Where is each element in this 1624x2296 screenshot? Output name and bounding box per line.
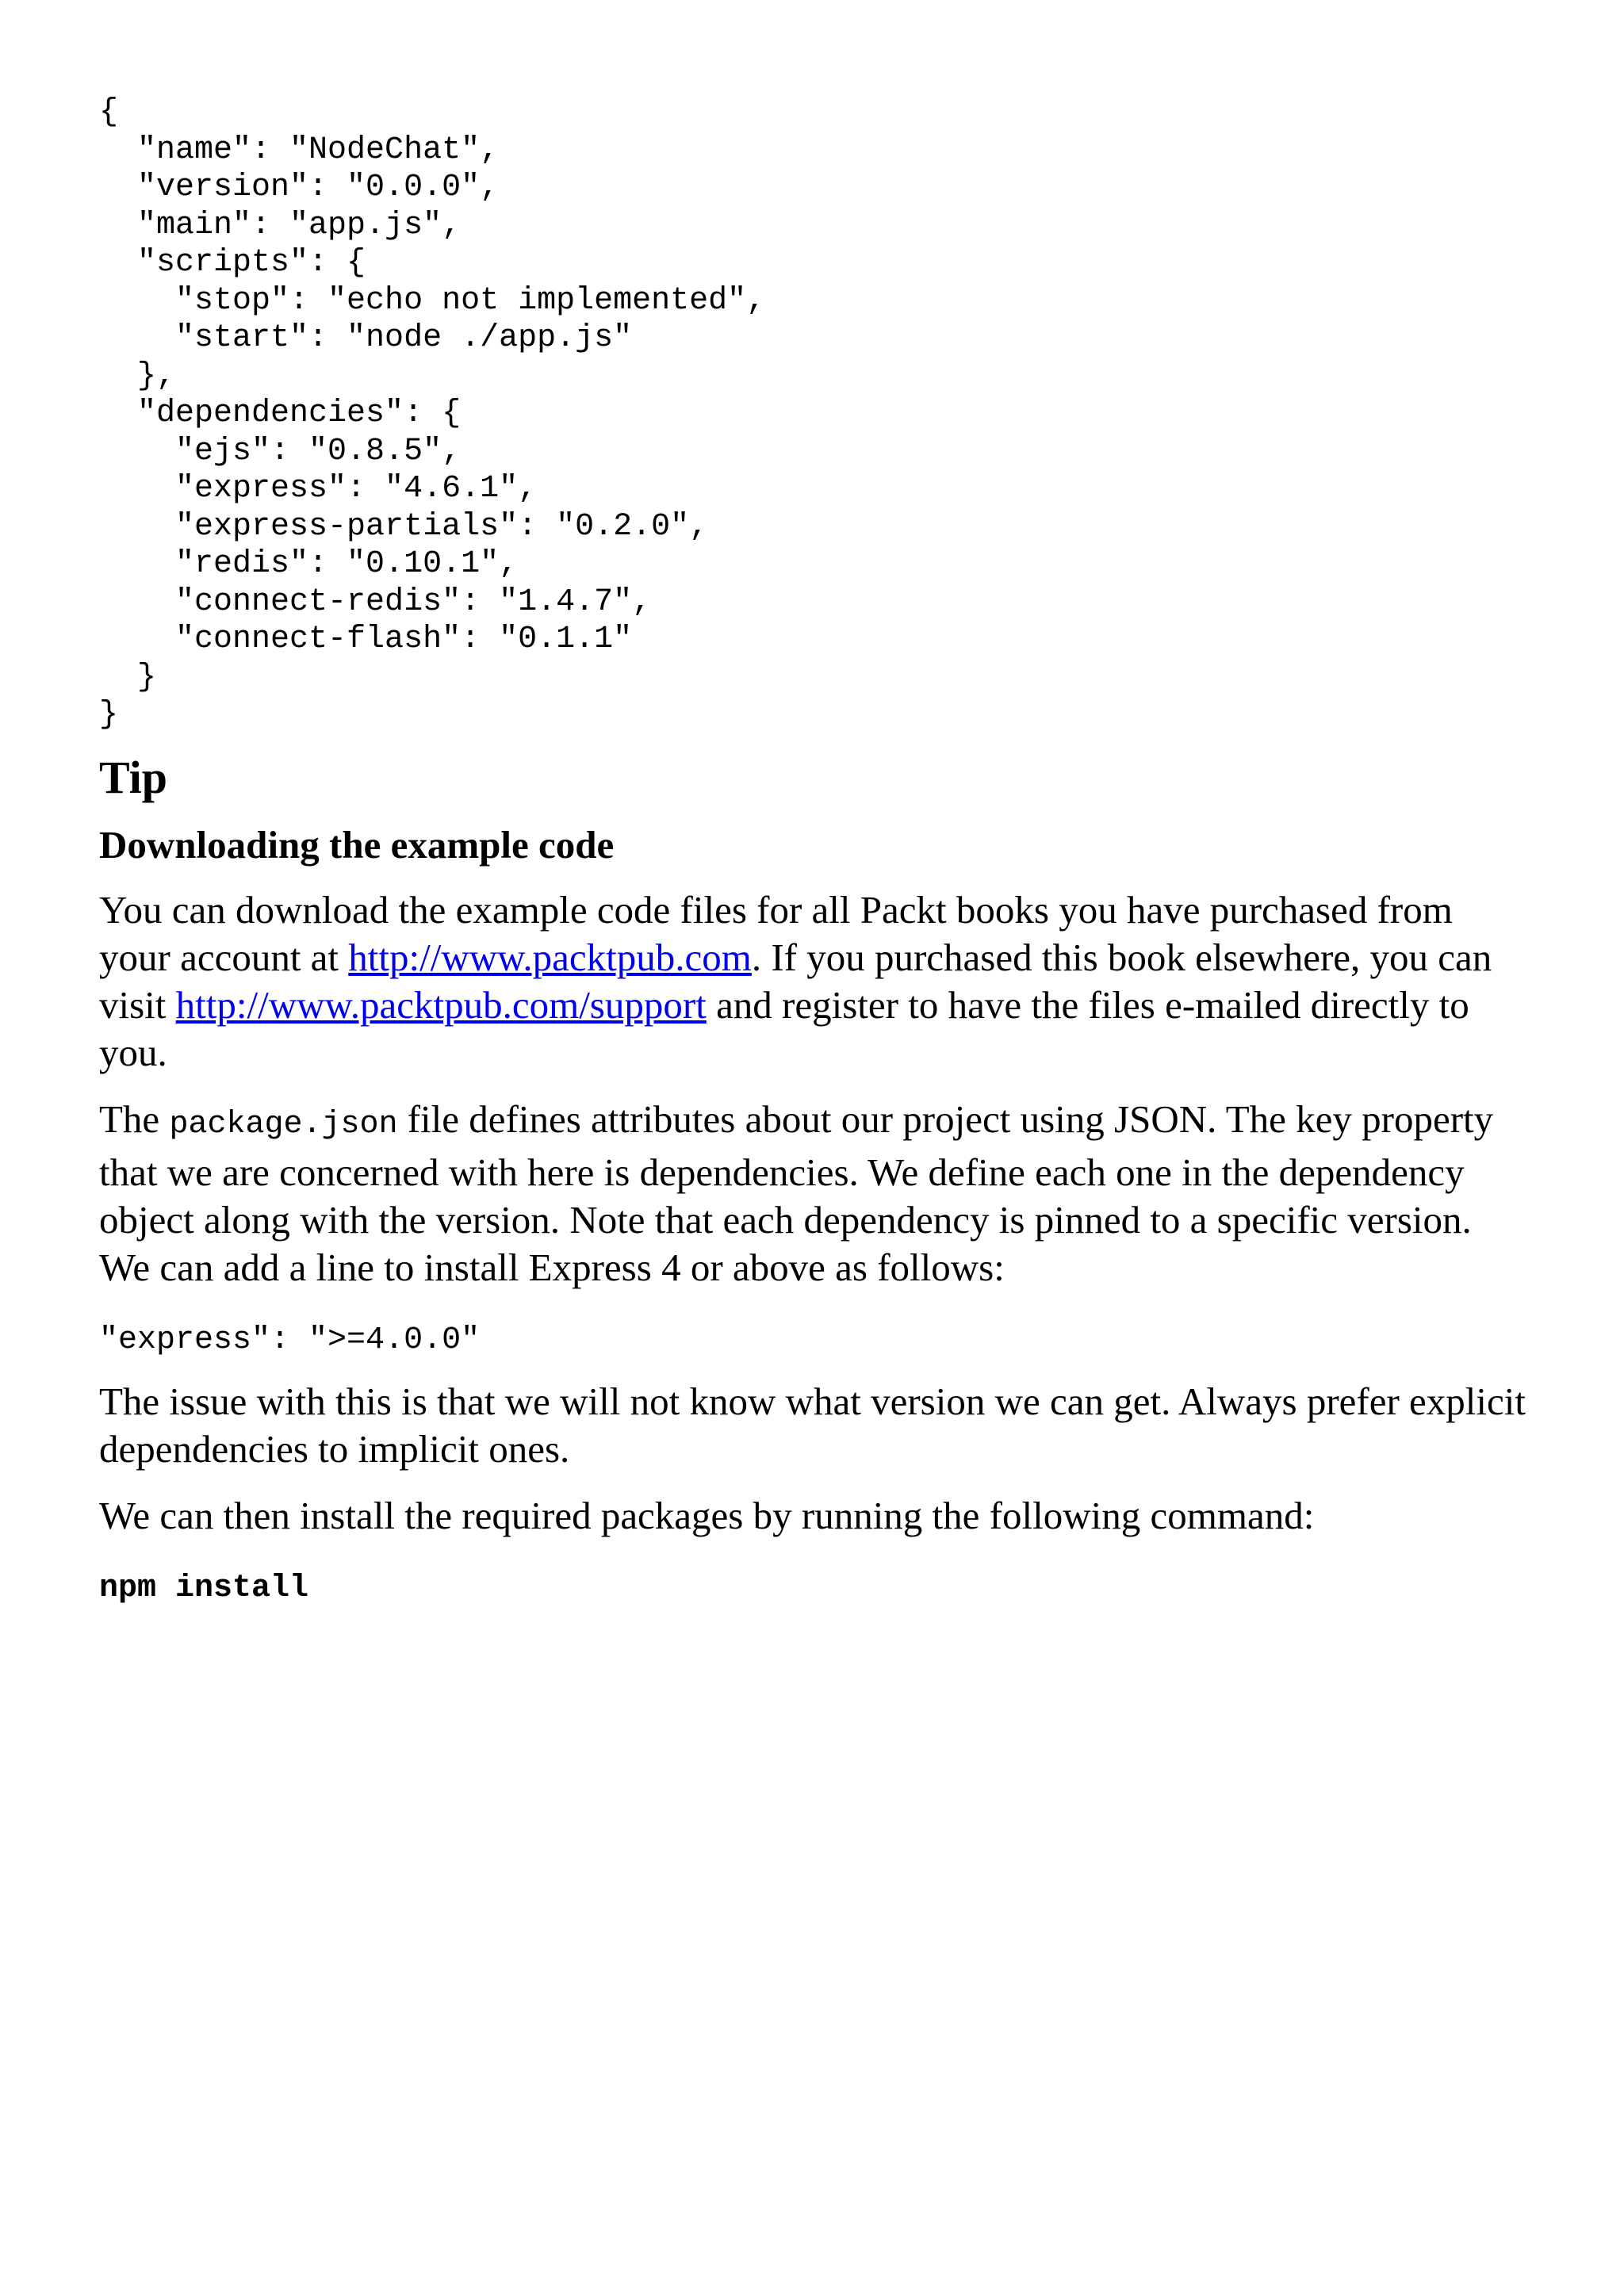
package-json-paragraph [99,1096,1526,1292]
code-line: { [99,94,119,130]
page-content [99,94,1526,1608]
tip-heading: Tip [99,751,168,803]
code-line: "start": "node ./app.js" [99,320,633,356]
issue-paragraph: The issue with this is that we will not know what version we can get. Always prefer explicit dependencies to implicit ones. [99,1380,1526,1471]
code-line: "express": "4.6.1", [99,471,538,507]
tip-text-3: and register to have the files e-mailed directly to you. [99,982,1469,1074]
code-line: "redis": "0.10.1", [99,546,519,582]
code-line: "connect-redis": "1.4.7", [99,584,652,620]
npm-install-command: npm install [99,1571,309,1606]
tip-text-2: . If you purchased this book elsewhere, you can visit [99,935,1492,1027]
para2-text-before: The [99,1096,170,1141]
code-line: "ejs": "0.8.5", [99,433,462,469]
code-line: "scripts": { [99,245,366,281]
tip-paragraph [99,886,1526,1077]
code-line: "name": "NodeChat", [99,132,500,168]
packtpub-link[interactable]: http://www.packtpub.com [348,935,752,979]
code-line: } [99,697,119,733]
code-line: "version": "0.0.0", [99,170,500,205]
tip-subheading: Downloading the example code [99,822,615,867]
code-line: "main": "app.js", [99,207,462,243]
para2-text-after: file defines attributes about our project using JSON. The key property that we are concerned with here is dependencies. We define each one in the dependency object along with the version. Note that each dependency is pinned to a specific version. We can add a line to install Express 4 or above as follows: [99,1096,1494,1289]
install-paragraph: We can then install the required packages by running the following command: [99,1494,1315,1537]
tip-text-1: You can download the example code files for all Packt books you have purchased from your account at [99,887,1453,979]
code-line: "connect-flash": "0.1.1" [99,622,633,657]
package-json-inline-code: package.json [169,1106,398,1142]
express-version-snippet: "express": ">=4.0.0" [99,1322,481,1358]
packtpub-support-link[interactable]: http://www.packtpub.com/support [175,982,707,1027]
code-line: "stop": "echo not implemented", [99,282,766,319]
code-line: }, [99,358,176,394]
code-line: "express-partials": "0.2.0", [99,508,709,545]
code-line: } [99,659,157,695]
code-line: "dependencies": { [99,396,462,431]
package-json-code-block [99,94,1526,734]
